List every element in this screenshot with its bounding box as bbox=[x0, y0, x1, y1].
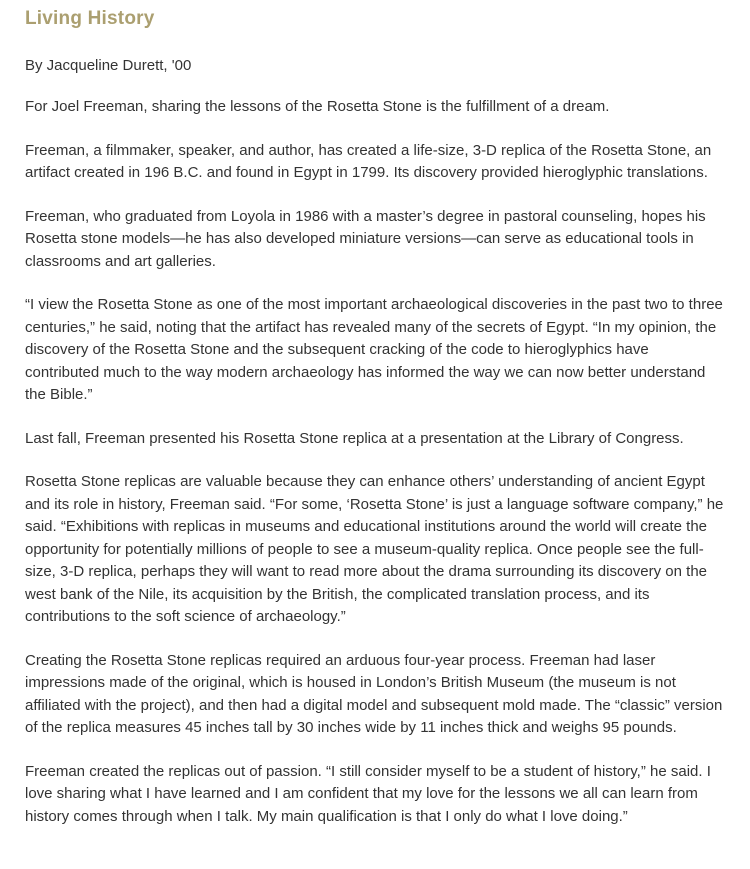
paragraph: “I view the Rosetta Stone as one of the most important archaeological discoveries in the past two to three centuries,” he said, noting that the artifact has revealed many of the secrets of Egypt. “In my opinion, the discovery of the Rosetta Stone and the subsequent cracking of the code to hieroglyphics have contributed much to the way modern archaeology has informed the way we can now better understand the Bible.” bbox=[25, 296, 723, 403]
paragraph: Freeman, a filmmaker, speaker, and author, has created a life-size, 3-D replica of the Rosetta Stone, an artifact created in 196 B.C. and found in Egypt in 1799. Its discovery provided hieroglyphic translations. bbox=[25, 141, 712, 181]
paragraph: Last fall, Freeman presented his Rosetta Stone replica at a presentation at the Library of Congress. bbox=[25, 429, 684, 447]
paragraph: Creating the Rosetta Stone replicas required an arduous four-year process. Freeman had laser impressions made of the original, which is housed in London’s British Museum (the museum is not affiliated with the project), and then had a digital model and subsequent mold made. The “classic” version of the replica measures 45 inches tall by 30 inches wide by 11 inches thick and weighs 95 pounds. bbox=[25, 651, 723, 736]
page-title: Living History bbox=[25, 8, 155, 29]
paragraph: Freeman, who graduated from Loyola in 1986 with a master’s degree in pastoral counseling, hopes his Rosetta stone models—he has also developed miniature versions—can serve as educational tools in classrooms and art galleries. bbox=[25, 207, 706, 270]
byline: By Jacqueline Durett, '00 bbox=[25, 57, 192, 74]
article-body bbox=[25, 96, 725, 828]
paragraph: For Joel Freeman, sharing the lessons of the Rosetta Stone is the fulfillment of a dream. bbox=[25, 98, 610, 115]
paragraph: Rosetta Stone replicas are valuable because they can enhance others’ understanding of ancient Egypt and its role in history, Freeman said. “For some, ‘Rosetta Stone’ is just a language software company,” he said. “Exhibitions with replicas in museums and educational institutions around the world will create the opportunity for potentially millions of people to see a museum-quality replica. Once people see the full-size, 3-D replica, perhaps they will want to read more about the drama surrounding its discovery on the west bank of the Nile, its acquisition by the British, the complicated translation process, and its contributions to the soft science of archaeology.” bbox=[25, 473, 724, 625]
paragraph: Freeman created the replicas out of passion. “I still consider myself to be a student of history,” he said. I love sharing what I have learned and I am confident that my love for the lessons we all can learn from history comes through when I talk. My main qualification is that I only do what I love doing.” bbox=[25, 762, 711, 825]
